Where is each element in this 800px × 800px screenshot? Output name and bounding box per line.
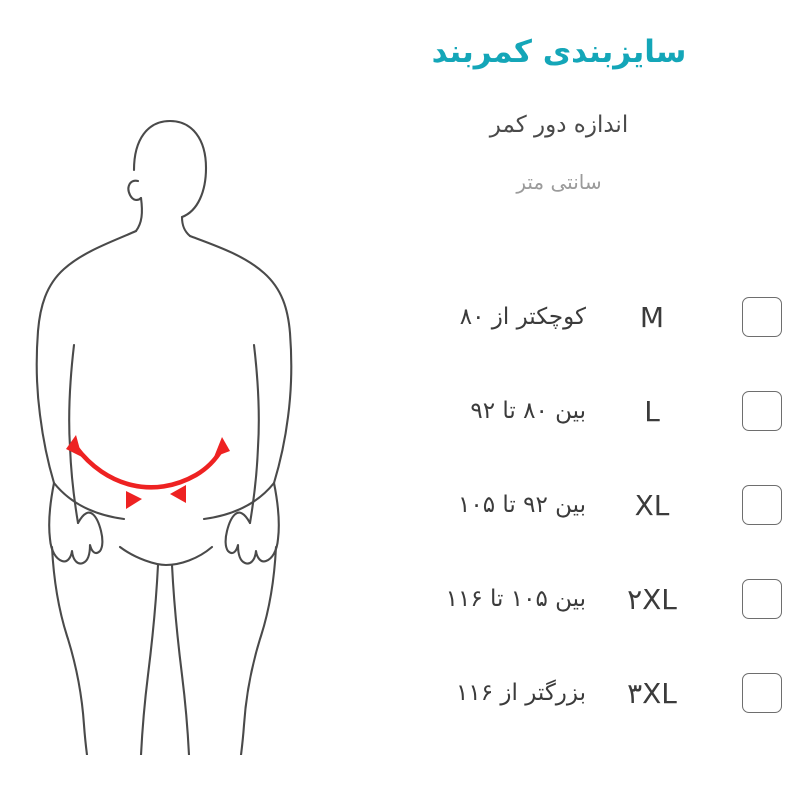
size-range-l: بین ۸۰ تا ۹۲ (470, 398, 586, 424)
size-label-l: L (644, 394, 660, 428)
size-checkbox-cell[interactable] (712, 673, 782, 713)
size-checkbox-cell[interactable] (712, 485, 782, 525)
table-row[interactable] (352, 364, 782, 458)
page-subtitle: اندازه دور کمر (489, 112, 629, 138)
male-torso-waist-measurement-icon (10, 95, 330, 755)
table-row[interactable] (352, 646, 782, 740)
size-table (352, 270, 782, 740)
size-range-m: کوچکتر از ۸۰ (459, 304, 586, 330)
size-label-m: M (639, 300, 665, 334)
size-range-3xl: بزرگتر از ۱۱۶ (456, 680, 586, 706)
table-row[interactable] (352, 552, 782, 646)
content-panel (340, 0, 800, 800)
size-range-xl: بین ۹۲ تا ۱۰۵ (458, 492, 586, 518)
page-title: سایزبندی کمربند (431, 34, 687, 70)
illustration-panel (0, 0, 340, 800)
size-checkbox-cell[interactable] (712, 391, 782, 431)
size-checkbox-m[interactable] (742, 297, 782, 337)
size-checkbox-cell[interactable] (712, 297, 782, 337)
size-checkbox-2xl[interactable] (742, 579, 782, 619)
size-checkbox-l[interactable] (742, 391, 782, 431)
size-checkbox-xl[interactable] (742, 485, 782, 525)
size-label-2xl: ۲XL (627, 582, 677, 616)
size-checkbox-3xl[interactable] (742, 673, 782, 713)
waist-measure-arrow-icon (66, 435, 230, 509)
size-label-xl: XL (634, 488, 670, 522)
table-row[interactable] (352, 458, 782, 552)
unit-label: سانتی متر (516, 170, 602, 194)
size-label-3xl: ۳XL (627, 676, 677, 710)
size-checkbox-cell[interactable] (712, 579, 782, 619)
table-row[interactable] (352, 270, 782, 364)
size-range-2xl: بین ۱۰۵ تا ۱۱۶ (445, 586, 586, 612)
